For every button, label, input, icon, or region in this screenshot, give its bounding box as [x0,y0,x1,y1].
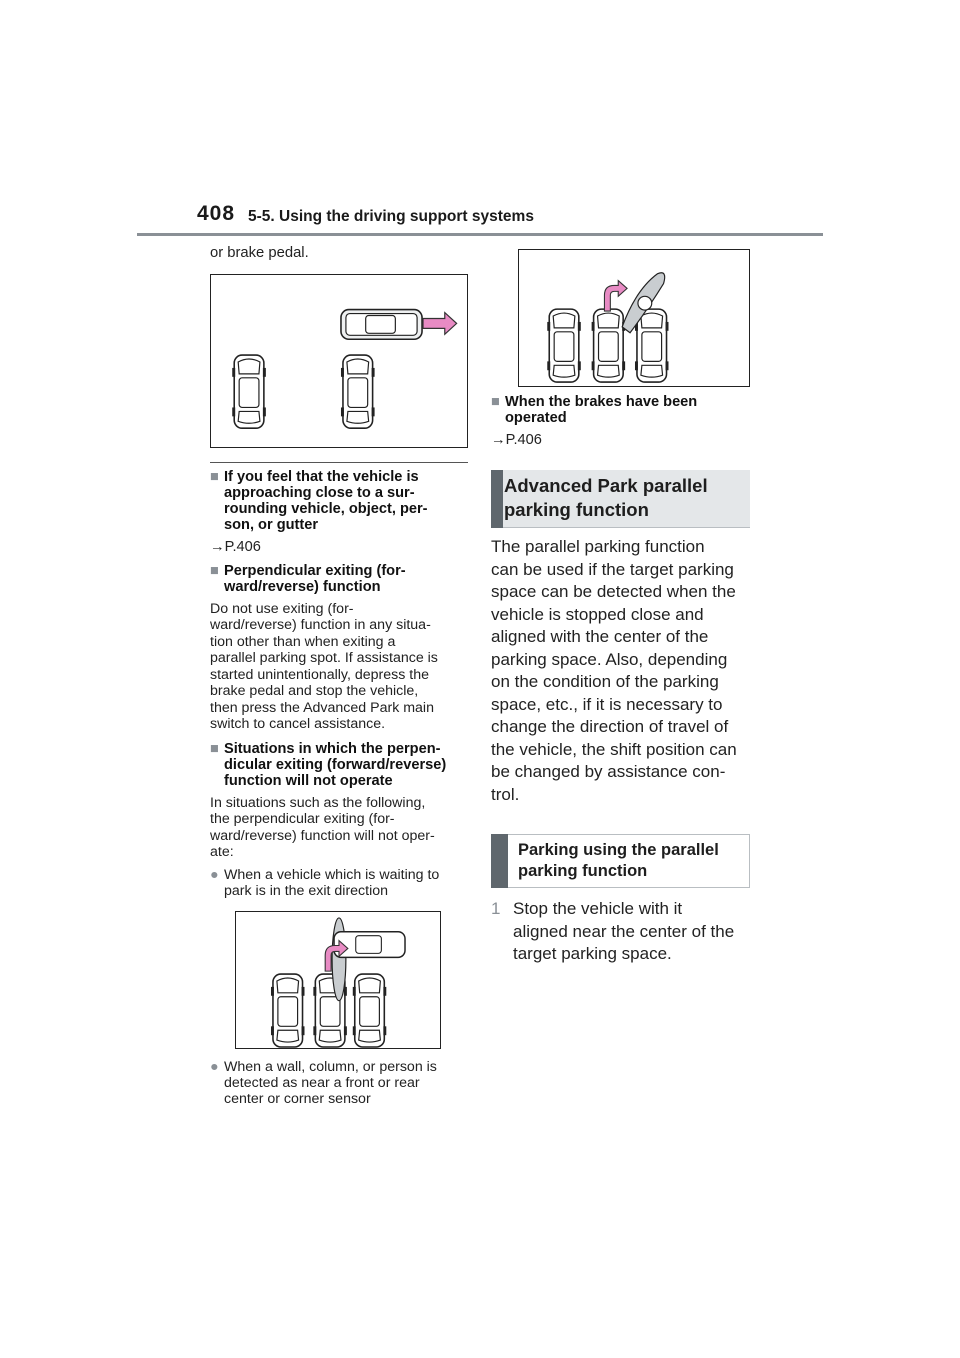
exiting-car-center [592,309,626,382]
heading-will-not-operate: ■ Situations in which the perpen- dicular exiting (forward/reverse) function will not operate [210,740,447,789]
person-icon [638,296,652,310]
parked-car-3 [353,974,387,1047]
circle-bullet-icon: ● [210,866,219,883]
heading-approaching: ■ If you feel that the vehicle is approaching close to a sur- rounding vehicle, object, per- son, or gutter [210,468,428,533]
intro-text: or brake pedal. [210,245,309,261]
title-box-bar [491,470,503,528]
section-title: 5-5. Using the driving support systems [248,208,534,225]
waiting-car [334,931,405,957]
direction-arrow [423,312,457,334]
header-rule [137,233,823,236]
square-bullet-icon: ■ [210,562,219,579]
heading-perpendicular-exiting: ■ Perpendicular exiting (for- ward/reverse) function [210,562,406,595]
parked-car-1 [547,309,581,382]
exit-diagram-3 [519,250,749,386]
section-heading: Advanced Park parallel parking function [504,475,708,520]
page-reference: →P.406 [491,432,542,448]
bullet-waiting-vehicle: ● When a vehicle which is waiting to park is in the exit direction [210,866,440,899]
exiting-car [341,309,422,339]
square-bullet-icon: ■ [491,394,500,410]
heading-brakes-operated: ■ When the brakes have been operated [491,394,698,426]
figure-exit-forward [210,274,468,448]
detection-zone [332,917,346,1000]
right-column [491,249,751,966]
parked-car-1 [271,974,305,1047]
direction-arrow [604,281,627,312]
figure-waiting-vehicle [235,911,441,1049]
left-column [210,245,468,1107]
circle-bullet-icon: ● [210,1058,219,1075]
situations-paragraph: In situations such as the following, the perpendicular exiting (for- ward/reverse) function will not oper- ate: [210,794,435,860]
section-title-box [491,470,750,528]
square-bullet-icon: ■ [210,740,219,757]
caution-paragraph: Do not use exiting (for- ward/reverse) function in any situa- tion other than when exiting a parallel parking spot. If assistance is started unintentionally, depress the brake pedal and stop the vehicle, then press the Advanced Park main switch to cancel assistance. [210,600,438,732]
parked-car-left [232,355,266,428]
subtitle-box-bar [491,834,508,888]
parked-car-right [341,355,375,428]
exit-diagram-1 [211,275,467,447]
subsection-title-box [491,834,750,888]
step-number: 1 [491,899,501,918]
square-bullet-icon: ■ [210,468,219,485]
figure-person-detected [518,249,750,387]
bullet-wall-column: ● When a wall, column, or person is detected as near a front or rear center or corner sensor [210,1058,437,1107]
subsection-heading: Parking using the parallel parking function [518,841,719,880]
page-number: 408 [197,202,236,225]
page-reference: →P.406 [210,538,261,555]
exit-diagram-2 [236,912,440,1048]
step-1: 1 Stop the vehicle with it aligned near the center of the target parking space. [491,899,735,963]
parallel-parking-description: The parallel parking function can be used if the target parking space can be detected when the vehicle is stopped close and aligned with the center of the parking space. Also, depending on the condition of the parking space, etc., if it is necessary to change the direction of travel of the vehicle, the shift position can be changed by assistance con- trol. [491,537,737,804]
section-divider [210,462,468,463]
